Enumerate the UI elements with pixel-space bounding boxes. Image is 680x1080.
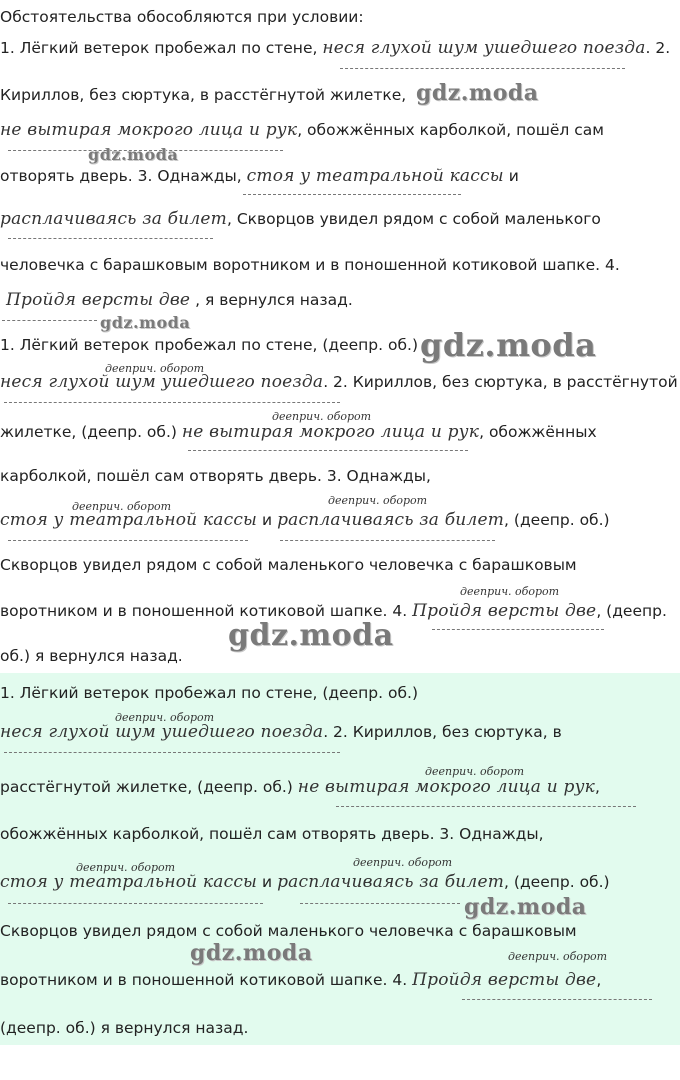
watermark: gdz.moda [420,326,597,364]
annotation-label: дееприч. оборот [508,950,608,963]
participial-phrase: расплачиваясь за билет [0,209,227,229]
sentence-text: Кириллов, без сюртука, в расстёгнутой жилетке, [0,86,407,104]
sentence-text: , обожжённых [479,423,597,441]
dash-dot-underline [300,903,460,904]
watermark: gdz.moda [190,940,313,966]
sentence-text: Скворцов увидел рядом с собой маленького человечка с барашковым [0,556,577,574]
block2-line-5 [0,510,610,530]
participial-phrase: не вытирая мокрого лица и рук [297,777,595,797]
block2-line-1 [0,336,418,354]
dash-dot-underline [4,752,340,753]
sentence-text: , (деепр. об.) [504,511,610,529]
sentence-text: 1. Лёгкий ветерок пробежал по стене, (деепр. об.) [0,684,419,702]
watermark: gdz.moda [100,313,191,332]
watermark: gdz.moda [88,145,179,164]
block2-line-4 [0,467,431,485]
dash-dot-underline [4,402,340,403]
block3-line-3 [0,777,600,797]
sentence-text: и [262,511,273,529]
dash-dot-underline [340,68,625,69]
block2-line-6 [0,556,577,574]
dash-dot-underline [462,999,652,1000]
block3-line-6 [0,922,577,940]
block2-line-2 [0,372,678,392]
participial-phrase: стоя у театральной кассы [246,166,504,186]
block3-line-5 [0,872,610,892]
participial-phrase: стоя у театральной кассы [0,510,258,530]
dash-dot-underline [2,320,97,321]
sentence-text: , (деепр. [596,602,667,620]
participial-phrase: Пройдя версты две [6,290,191,310]
block3-line-7 [0,970,601,990]
block1-line-2 [0,86,406,104]
block2-line-3 [0,422,597,442]
sentence-text: об.) я вернулся назад. [0,647,183,665]
block3-line-4 [0,825,544,843]
block1-line-3 [0,120,604,140]
sentence-text: 1. Лёгкий ветерок пробежал по стене, [0,39,318,57]
watermark: gdz.moda [416,80,539,106]
sentence-text: воротником и в поношенной котиковой шапке. 4. [0,602,408,620]
participial-phrase: неся глухой шум ушедшего поезда [322,38,646,58]
dash-dot-underline [8,903,263,904]
annotation-label: дееприч. оборот [328,494,428,507]
sentence-text: расстёгнутой жилетке, (деепр. об.) [0,778,293,796]
sentence-text: . 2. Кириллов, без сюртука, в [323,723,562,741]
watermark: gdz.moda [228,618,394,653]
sentence-text: и [262,873,273,891]
sentence-text: , [596,971,602,989]
participial-phrase: стоя у театральной кассы [0,872,258,892]
block1-line-1 [0,38,670,58]
participial-phrase: расплачиваясь за билет [277,510,505,530]
sentence-text: воротником и в поношенной котиковой шапке. 4. [0,971,408,989]
participial-phrase: не вытирая мокрого лица и рук [0,120,298,140]
page-title: Обстоятельства обособляются при условии: [0,8,364,26]
annotation-label: дееприч. оборот [115,711,215,724]
participial-phrase: неся глухой шум ушедшего поезда [0,372,324,392]
dash-dot-underline [8,238,213,239]
sentence-text: карболкой, пошёл сам отворять дверь. 3. Однажды, [0,467,431,485]
sentence-text: обожжённых карболкой, пошёл сам отворять дверь. 3. Однажды, [0,825,544,843]
dash-dot-underline [432,629,604,630]
sentence-text: человечка с барашковым воротником и в поношенной котиковой шапке. 4. [0,256,620,274]
sentence-text: и [508,167,519,185]
sentence-text: Скворцов увидел рядом с собой маленького человечка с барашковым [0,922,577,940]
annotation-label: дееприч. оборот [272,410,372,423]
sentence-text: , я вернулся назад. [195,291,353,309]
sentence-text: . 2. Кириллов, без сюртука, в расстёгнутой [323,373,678,391]
dash-dot-underline [336,806,636,807]
block3-line-2 [0,722,562,742]
watermark: gdz.moda [464,894,587,920]
block3-line-1 [0,684,418,702]
annotation-label: дееприч. оборот [72,500,172,513]
block1-line-5 [0,209,601,229]
block2-line-8 [0,647,183,665]
sentence-text: , обожжённых карболкой, пошёл сам [297,121,604,139]
block1-line-7 [0,290,353,310]
block1-line-4 [0,166,519,186]
sentence-text: жилетке, (деепр. об.) [0,423,177,441]
dash-dot-underline [188,450,468,451]
participial-phrase: не вытирая мокрого лица и рук [181,422,480,442]
participial-phrase: расплачиваясь за билет [277,872,505,892]
dash-dot-underline [243,194,461,195]
sentence-text: . 2. [645,39,671,57]
sentence-text: 1. Лёгкий ветерок пробежал по стене, (деепр. об.) [0,336,419,354]
participial-phrase: Пройдя версты две [412,970,597,990]
annotation-label: дееприч. оборот [105,362,205,375]
annotation-label: дееприч. оборот [460,585,560,598]
annotation-label: дееприч. оборот [76,861,176,874]
block1-line-6 [0,256,620,274]
participial-phrase: неся глухой шум ушедшего поезда [0,722,324,742]
sentence-text: , Скворцов увидел рядом с собой маленького [226,210,601,228]
participial-phrase: Пройдя версты две [412,601,597,621]
annotation-label: дееприч. оборот [425,765,525,778]
dash-dot-underline [280,540,495,541]
dash-dot-underline [8,540,248,541]
sentence-text: , [595,778,600,796]
annotation-label: дееприч. оборот [353,856,453,869]
sentence-text: отворять дверь. 3. Однажды, [0,167,242,185]
block3-line-8 [0,1019,248,1037]
sentence-text: (деепр. об.) я вернулся назад. [0,1019,249,1037]
sentence-text: , (деепр. об.) [504,873,610,891]
